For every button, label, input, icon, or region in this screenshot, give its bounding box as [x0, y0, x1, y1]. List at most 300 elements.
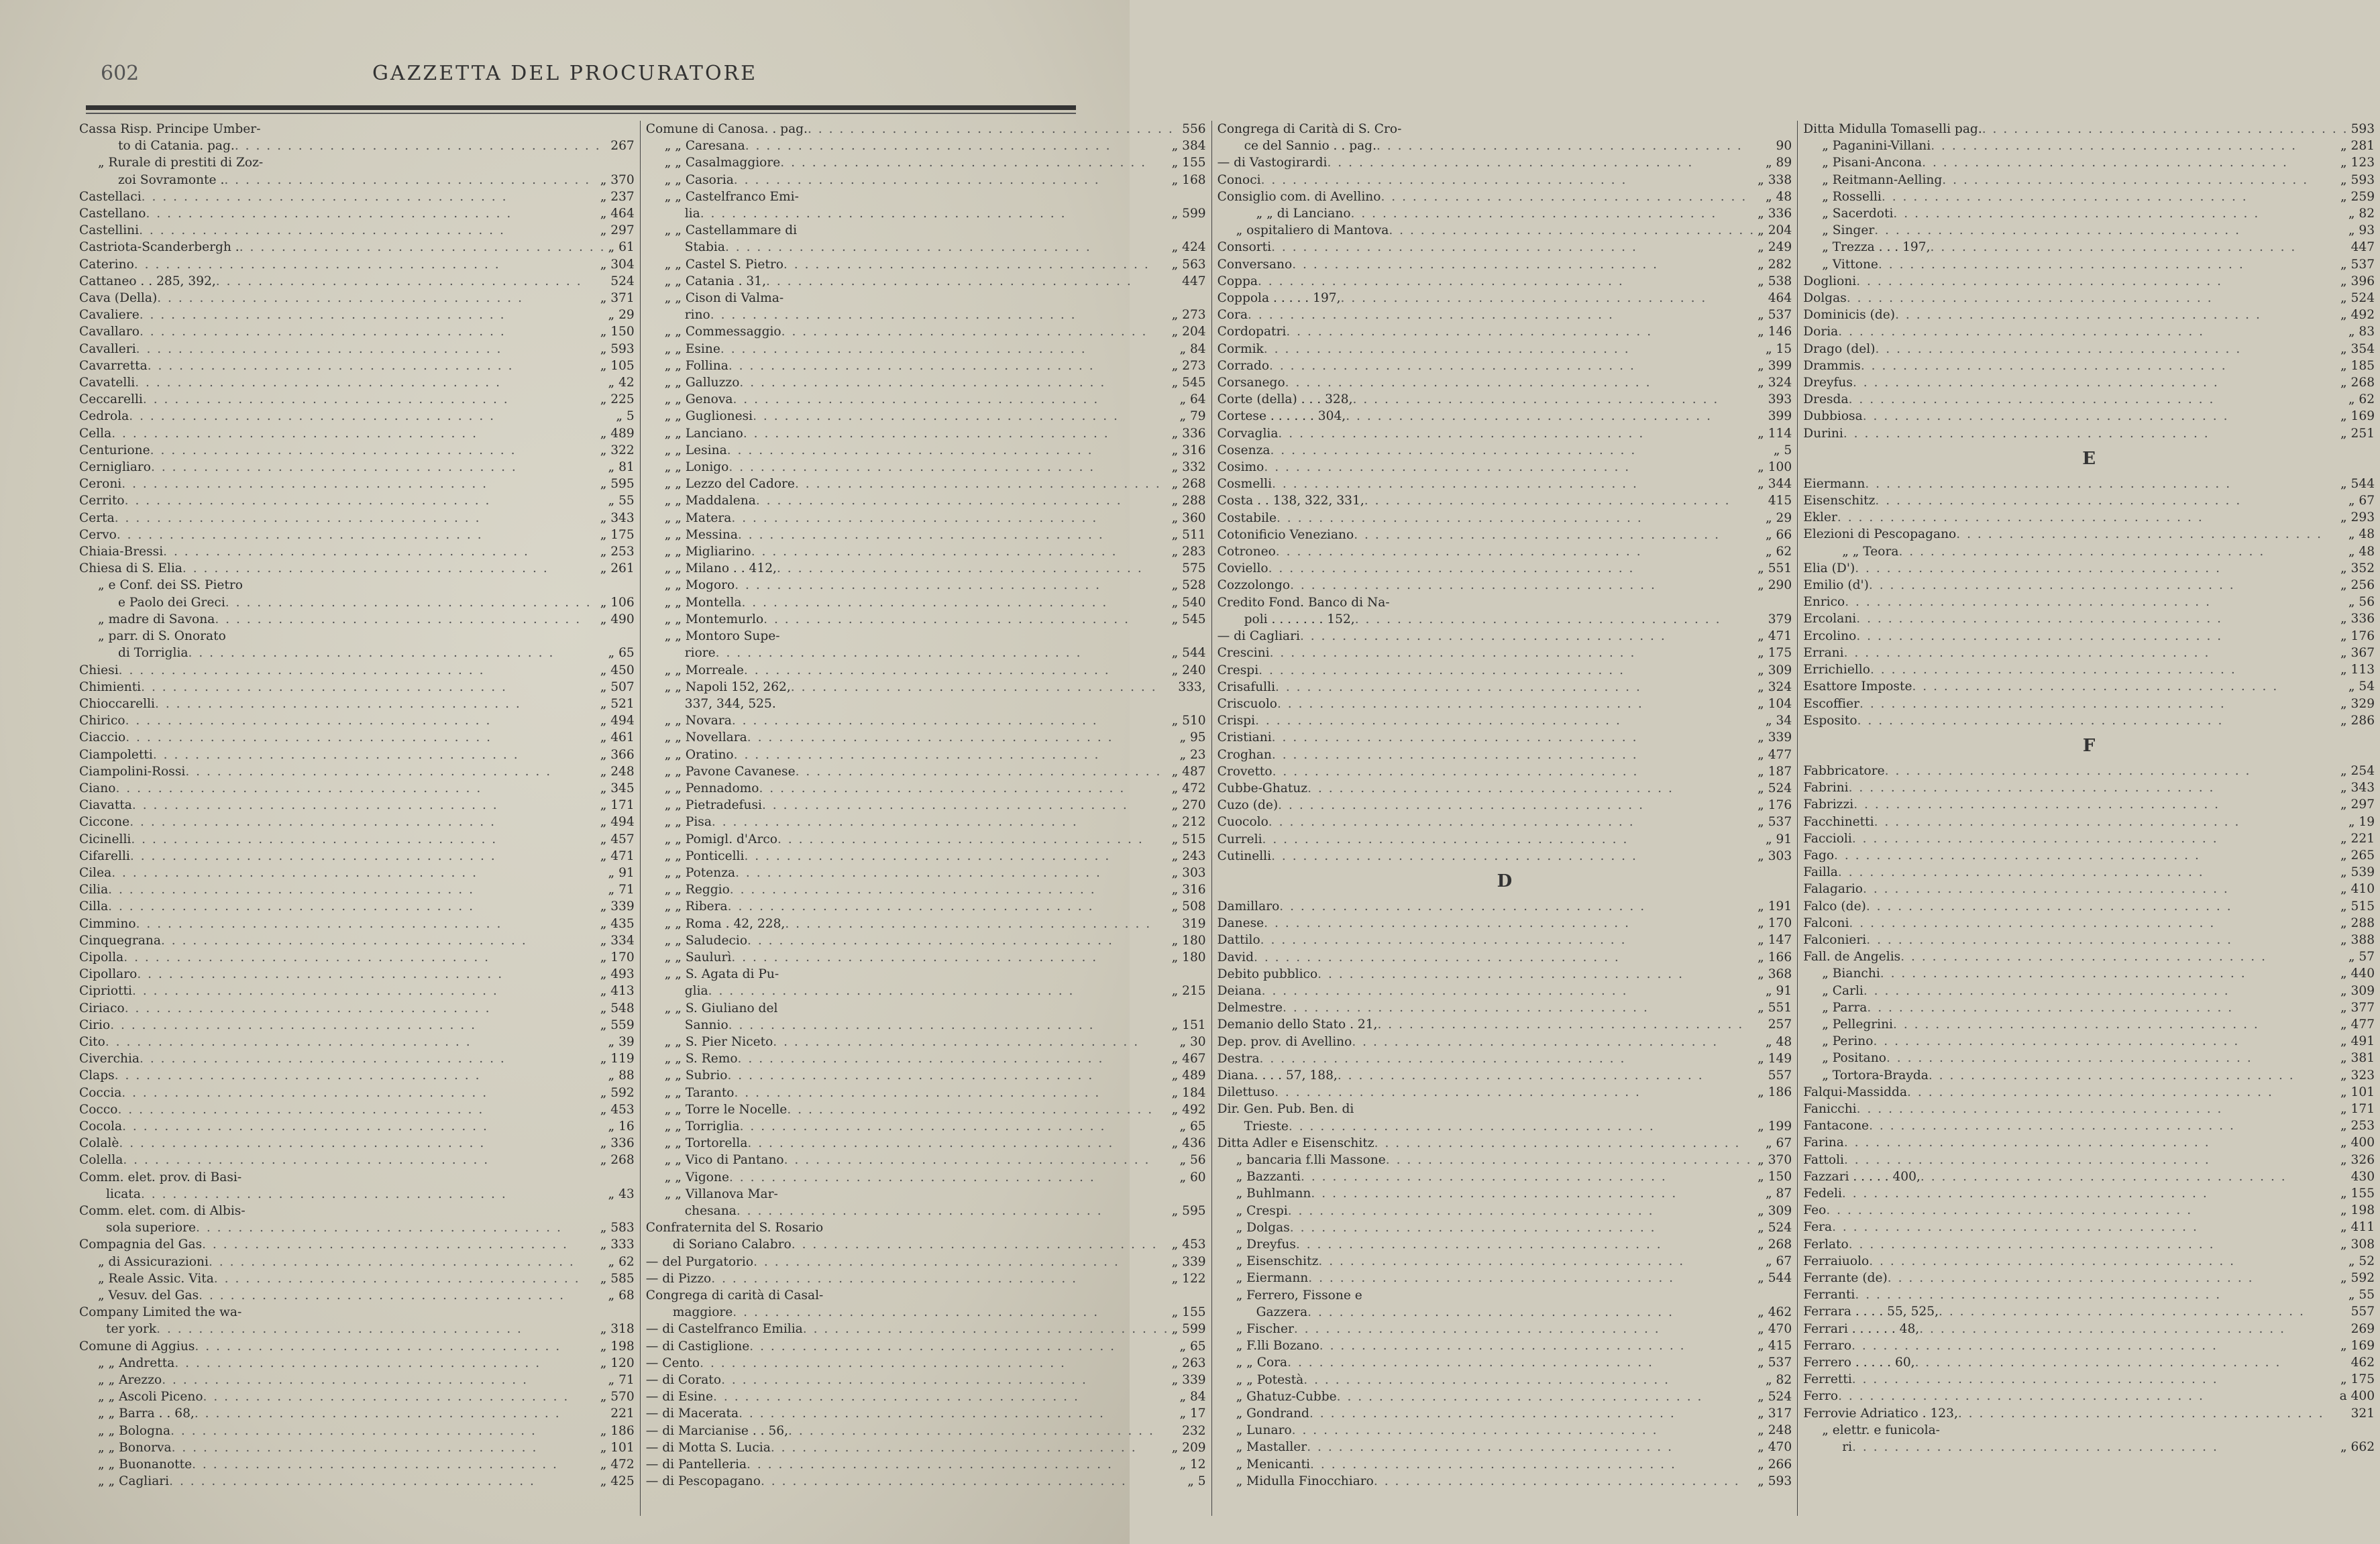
leader-dots	[1863, 881, 2338, 897]
leader-dots	[734, 747, 1177, 763]
entry-name: „ „ Cora	[1236, 1356, 1288, 1370]
leader-dots	[1939, 1303, 2348, 1320]
leader-dots	[733, 391, 1177, 408]
entry-name: riore	[684, 646, 716, 661]
index-entry	[1803, 1337, 2375, 1354]
entry-name: „ „ Saulurì	[664, 950, 732, 964]
leader-dots	[125, 729, 597, 746]
entry-pages: „ 521	[600, 696, 635, 711]
leader-dots	[747, 1135, 1169, 1152]
entry-name: „ „ S. Remo	[664, 1052, 738, 1066]
entry-pages: „ 104	[1757, 696, 1792, 711]
entry-name: David	[1217, 950, 1254, 964]
index-entry	[79, 1203, 635, 1219]
leader-dots	[117, 527, 598, 543]
index-entry	[79, 577, 635, 594]
entry-pages: „ 494	[600, 815, 635, 830]
entry-pages: „ 288	[1171, 494, 1206, 508]
leader-dots	[196, 1219, 598, 1236]
entry-pages: „ 415	[1757, 1339, 1792, 1354]
entry-name: Crisafulli	[1217, 679, 1276, 694]
entry-pages: „ 48	[1766, 189, 1792, 204]
leader-dots	[1852, 830, 2338, 847]
leader-dots	[1300, 628, 1755, 645]
entry-pages: „ 399	[1757, 358, 1792, 373]
entry-name: „ „ Ribera	[664, 899, 728, 914]
index-entry	[646, 763, 1206, 780]
entry-pages: „ 324	[1757, 679, 1792, 694]
leader-dots	[756, 492, 1169, 509]
index-entry	[1218, 780, 1792, 797]
leader-dots	[1258, 273, 1755, 290]
leader-dots	[781, 323, 1169, 340]
entry-pages: „ 65	[608, 646, 635, 661]
index-entry	[79, 1186, 635, 1203]
leader-dots	[716, 645, 1169, 661]
entry-pages: „ 453	[1171, 1237, 1206, 1252]
leader-dots	[1273, 763, 1755, 780]
entry-pages: 90	[1776, 139, 1792, 154]
entry-name: Esposito	[1803, 713, 1857, 728]
leader-dots	[1826, 1202, 2338, 1219]
entry-name: „ „ Follina	[664, 358, 728, 373]
entry-pages: „ 354	[2340, 341, 2375, 356]
entry-name: Cordopatri	[1217, 325, 1287, 339]
entry-pages: „ 270	[1171, 798, 1206, 813]
index-entry	[79, 1118, 635, 1135]
entry-name: Ciampolini-Rossi	[79, 764, 186, 779]
entry-pages: „ 286	[2340, 713, 2375, 728]
entry-name: Fera	[1803, 1220, 1833, 1235]
entry-pages: „ 56	[2348, 595, 2375, 610]
leader-dots	[700, 205, 1169, 222]
entry-name: „ Pellegrini	[1822, 1017, 1893, 1032]
leader-dots	[1292, 256, 1755, 273]
leader-dots	[1255, 712, 1763, 729]
entry-name: „ e Conf. dei SS. Pietro	[98, 578, 243, 593]
entry-pages: „ 251	[2340, 426, 2375, 441]
index-entry	[1803, 1202, 2375, 1219]
index-entry	[1218, 1135, 1792, 1152]
entry-name: „ „ Napoli 152, 262,	[664, 679, 791, 694]
leader-dots	[1853, 374, 2338, 391]
entry-pages: „ 67	[2348, 494, 2375, 508]
index-entry	[79, 1456, 635, 1473]
leader-dots	[1283, 999, 1755, 1016]
leader-dots	[136, 916, 598, 932]
entry-pages: „ 249	[1757, 240, 1792, 255]
leader-dots	[1354, 527, 1763, 543]
index-entry	[1803, 357, 2375, 374]
index-entry	[1803, 1388, 2375, 1404]
leader-dots	[1921, 1168, 2348, 1185]
leader-dots	[224, 172, 597, 188]
entry-name: Ferro	[1803, 1389, 1839, 1404]
entry-pages: „ 593	[1757, 1474, 1792, 1488]
index-entry	[646, 831, 1206, 848]
entry-name: Castriota-Scanderbergh .	[79, 240, 239, 255]
entry-name: „ „ S. Pier Niceto	[664, 1034, 773, 1049]
entry-name: Fanicchi	[1803, 1101, 1857, 1116]
leader-dots	[1278, 425, 1755, 442]
leader-dots	[188, 645, 606, 661]
entry-name: Ciampoletti	[79, 747, 153, 762]
index-entry	[1218, 1439, 1792, 1455]
index-entry	[1803, 847, 2375, 864]
leader-dots	[743, 425, 1169, 442]
leader-dots	[110, 1017, 597, 1034]
index-entry	[1803, 1168, 2375, 1185]
index-entry	[1218, 577, 1792, 594]
entry-pages: 232	[1182, 1423, 1206, 1438]
index-column-3	[1211, 121, 1798, 1516]
index-entry	[1218, 1337, 1792, 1354]
leader-dots	[1898, 543, 2345, 560]
leader-dots	[711, 1270, 1169, 1287]
index-entry	[646, 1473, 1206, 1490]
leader-dots	[1849, 391, 2346, 408]
entry-pages: „ 336	[600, 1136, 635, 1151]
entry-pages: „ 175	[1757, 646, 1792, 661]
entry-name: Fabbricatore	[1803, 763, 1885, 778]
entry-name: „ Paganini-Villani	[1822, 139, 1931, 154]
leader-dots	[1845, 594, 2346, 610]
entry-name: Cosenza	[1217, 443, 1270, 457]
index-entry	[1218, 188, 1792, 205]
leader-dots	[1856, 610, 2338, 627]
entry-name: Danese	[1217, 916, 1264, 931]
index-entry	[1803, 526, 2375, 543]
leader-dots	[1346, 408, 1766, 425]
entry-name: Farina	[1803, 1136, 1844, 1150]
entry-pages: „ 453	[600, 1102, 635, 1117]
index-entry	[1218, 154, 1792, 171]
index-entry	[646, 1034, 1206, 1050]
entry-pages: „ 62	[608, 1254, 635, 1269]
entry-name: Cilea	[79, 865, 112, 880]
leader-dots	[156, 1321, 598, 1337]
entry-name: Cattaneo . . 285, 392,	[79, 274, 216, 288]
entry-name: — del Purgatorio	[645, 1254, 754, 1269]
leader-dots	[1307, 780, 1755, 797]
entry-name: Cormik	[1217, 341, 1264, 356]
entry-pages: „ 82	[2348, 207, 2375, 221]
index-entry	[646, 1236, 1206, 1253]
entry-pages: 447	[1182, 274, 1206, 288]
index-entry	[1803, 696, 2375, 712]
leader-dots	[1857, 712, 2338, 729]
index-entry	[1218, 1473, 1792, 1490]
entry-pages: „ 507	[600, 679, 635, 694]
index-entry	[646, 1085, 1206, 1101]
index-entry	[646, 1287, 1206, 1304]
leader-dots	[1275, 679, 1755, 696]
leader-dots	[780, 154, 1169, 171]
index-entry	[1803, 290, 2375, 307]
entry-pages: „ 551	[1757, 1001, 1792, 1015]
entry-name: „ „ Novellara	[664, 730, 747, 745]
index-entry	[79, 408, 635, 425]
index-entry	[79, 341, 635, 357]
entry-pages: „ 283	[1171, 545, 1206, 559]
entry-name: Facchinetti	[1803, 814, 1874, 829]
entry-pages: „ 29	[1766, 510, 1792, 525]
leader-dots	[1319, 1337, 1755, 1354]
entry-name: Destra	[1217, 1051, 1260, 1066]
entry-name: ri	[1842, 1440, 1853, 1455]
index-entry	[646, 1405, 1206, 1422]
index-entry	[79, 121, 635, 137]
index-entry	[1218, 273, 1792, 290]
leader-dots	[1843, 425, 2338, 442]
leader-dots	[1272, 747, 1755, 763]
entry-pages: „ 263	[1171, 1356, 1206, 1370]
leader-dots	[753, 1254, 1169, 1270]
entry-pages: „ 248	[600, 764, 635, 779]
index-entry	[646, 374, 1206, 391]
entry-pages: „ 176	[2340, 628, 2375, 643]
leader-dots	[1268, 814, 1755, 830]
index-entry	[1218, 797, 1792, 814]
index-entry	[79, 814, 635, 830]
entry-pages: „ 297	[2340, 797, 2375, 812]
entry-pages: „ 91	[1766, 983, 1792, 998]
index-entry	[646, 1000, 1206, 1017]
entry-pages: „ 489	[1171, 1068, 1206, 1083]
entry-name: „ „ Caresana	[664, 139, 745, 154]
entry-pages: „ 538	[1757, 274, 1792, 288]
entry-pages: „ 457	[600, 832, 635, 846]
leader-dots	[700, 1355, 1169, 1372]
index-entry	[1218, 1354, 1792, 1371]
leader-dots	[115, 1067, 606, 1084]
entry-pages: „ 288	[2340, 916, 2375, 930]
entry-name: „ Pisani-Ancona	[1822, 156, 1923, 170]
leader-dots	[1869, 1253, 2346, 1270]
entry-name: Falconi	[1803, 916, 1849, 930]
entry-pages: „ 198	[600, 1339, 635, 1354]
entry-pages: „ 237	[600, 189, 635, 204]
index-entry	[646, 1050, 1206, 1067]
leader-dots	[733, 1304, 1169, 1321]
entry-name: glia	[684, 984, 708, 999]
entry-pages: „ 317	[1757, 1407, 1792, 1421]
leader-dots	[737, 1203, 1169, 1219]
entry-name: Cosimo	[1217, 460, 1264, 475]
entry-pages: „ 114	[1757, 426, 1792, 441]
entry-name: Ditta Midulla Tomaselli pag.	[1803, 122, 1982, 136]
entry-pages: 556	[1182, 122, 1206, 136]
entry-name: Cerrito	[79, 494, 125, 508]
leader-dots	[1863, 408, 2338, 425]
entry-pages: „ 204	[1757, 223, 1792, 238]
index-entry	[1218, 357, 1792, 374]
entry-name: „ „ Lezzo del Cadore	[664, 477, 795, 492]
entry-name: „ Buhlmann	[1236, 1187, 1311, 1201]
entry-name: Criscuolo	[1217, 696, 1277, 711]
entry-name: Corrado	[1217, 358, 1270, 373]
index-entry	[1803, 205, 2375, 222]
leader-dots	[762, 797, 1169, 814]
entry-pages: „ 290	[1757, 578, 1792, 593]
entry-name: „ Eiermann	[1236, 1271, 1309, 1286]
entry-name: Cito	[79, 1034, 105, 1049]
leader-dots	[170, 1423, 598, 1439]
index-entry	[1218, 848, 1792, 865]
index-entry	[1803, 610, 2375, 627]
entry-pages: 221	[610, 1407, 635, 1421]
entry-name: — di Corato	[645, 1373, 722, 1388]
leader-dots	[1275, 1084, 1755, 1101]
entry-pages: „ 175	[2340, 1372, 2375, 1387]
entry-pages: „ 184	[1171, 1085, 1206, 1100]
index-entry	[79, 290, 635, 307]
entry-name: „ „ Pavone Cavanese	[664, 764, 796, 779]
leader-dots	[140, 307, 606, 323]
entry-pages: „ 42	[608, 376, 635, 390]
entry-pages: „ 461	[600, 730, 635, 745]
entry-pages: „ 370	[600, 172, 635, 187]
index-entry	[646, 510, 1206, 527]
entry-pages: „ 101	[600, 1440, 635, 1455]
leader-dots	[136, 341, 598, 357]
header-rule-thin	[86, 113, 1076, 114]
index-entry	[1218, 1219, 1792, 1236]
entry-pages: „ 15	[1766, 341, 1792, 356]
index-entry	[646, 425, 1206, 442]
entry-pages: „ 336	[1171, 426, 1206, 441]
leader-dots	[1874, 814, 2346, 830]
leader-dots	[1857, 1101, 2338, 1117]
entry-name: Coppa	[1217, 274, 1258, 288]
index-entry	[1803, 273, 2375, 290]
index-entry	[1218, 323, 1792, 340]
index-entry	[1803, 1321, 2375, 1337]
entry-pages: „ 537	[1757, 1356, 1792, 1370]
entry-name: di Torriglia	[118, 646, 188, 661]
index-entry	[1218, 949, 1792, 966]
section-letter: E	[2082, 448, 2096, 469]
leader-dots	[1341, 290, 1766, 307]
entry-name: Corte (della) . . . 328,	[1217, 392, 1353, 407]
index-entry	[79, 1338, 635, 1355]
index-entry	[79, 222, 635, 239]
entry-pages: „ 487	[1171, 764, 1206, 779]
entry-name: Dominicis (de)	[1803, 308, 1896, 323]
leader-dots	[1286, 323, 1755, 340]
leader-dots	[140, 1050, 598, 1067]
entry-pages: „ 322	[600, 443, 635, 457]
entry-name: Doglioni	[1803, 274, 1857, 288]
leader-dots	[1907, 1084, 2338, 1101]
entry-name: Crespi	[1217, 663, 1259, 677]
index-entry	[646, 1017, 1206, 1034]
entry-pages: 462	[2350, 1356, 2375, 1370]
entry-pages: 257	[1768, 1017, 1792, 1032]
entry-pages: „ 281	[2340, 139, 2375, 154]
index-entry	[646, 966, 1206, 983]
index-entry	[1803, 172, 2375, 188]
entry-pages: „ 477	[2340, 1017, 2375, 1032]
entry-pages: „ 240	[1171, 663, 1206, 677]
entry-name: Cifarelli	[79, 848, 130, 863]
index-entry	[79, 949, 635, 966]
index-entry	[646, 662, 1206, 679]
leader-dots	[1888, 1270, 2338, 1286]
index-columns	[74, 121, 2375, 1516]
entry-name: Ditta Adler e Eisenschitz	[1217, 1136, 1374, 1150]
entry-pages: „ 492	[1171, 1102, 1206, 1117]
leader-dots	[153, 747, 598, 763]
entry-name: „ „ Ponticelli	[664, 848, 745, 863]
entry-pages: „ 333	[600, 1237, 635, 1252]
entry-pages: „ 120	[600, 1356, 635, 1370]
index-entry	[646, 527, 1206, 543]
entry-name: „ Parra	[1822, 1000, 1868, 1015]
entry-name: Falconieri	[1803, 932, 1867, 947]
entry-name: „ „ Commessaggio	[664, 325, 781, 339]
leader-dots	[766, 273, 1179, 290]
entry-name: „ Positano	[1822, 1051, 1886, 1066]
entry-name: zoi Sovramonte .	[118, 172, 225, 187]
index-entry	[1218, 932, 1792, 948]
leader-dots	[1852, 1439, 2338, 1455]
index-entry	[646, 307, 1206, 323]
leader-dots	[1287, 1354, 1755, 1371]
entry-name: Fedeli	[1803, 1186, 1842, 1201]
entry-name: e Paolo dei Greci	[118, 595, 225, 610]
entry-name: Cirio	[79, 1017, 111, 1032]
index-entry	[1803, 476, 2375, 492]
index-entry	[646, 1304, 1206, 1321]
entry-name: Coccia	[79, 1085, 122, 1100]
leader-dots	[151, 459, 606, 476]
index-entry	[1803, 661, 2375, 678]
entry-pages: „ 39	[608, 1034, 635, 1049]
entry-pages: „ 16	[608, 1119, 635, 1134]
entry-pages: „ 339	[1171, 1373, 1206, 1388]
index-entry	[1803, 137, 2375, 154]
entry-pages: „ 334	[600, 933, 635, 948]
entry-name: Cavalleri	[79, 341, 136, 356]
index-entry	[646, 1321, 1206, 1337]
leader-dots	[1271, 848, 1755, 865]
entry-pages: „ 471	[600, 848, 635, 863]
index-entry	[1218, 1388, 1792, 1405]
index-entry	[1803, 1354, 2375, 1371]
index-entry	[646, 205, 1206, 222]
index-entry	[646, 560, 1206, 577]
entry-name: „ Perino	[1822, 1034, 1874, 1049]
index-entry	[1218, 1270, 1792, 1286]
entry-pages: „ 113	[2340, 663, 2375, 677]
index-entry	[1803, 932, 2375, 948]
entry-name: chesana	[684, 1204, 737, 1218]
entry-name: „ „ S. Giuliano del	[664, 1001, 778, 1015]
leader-dots	[1853, 796, 2338, 813]
entry-name: Comune di Canosa. . pag.	[645, 122, 808, 136]
leader-dots	[1272, 476, 1755, 492]
leader-dots	[745, 137, 1169, 154]
index-entry	[1803, 425, 2375, 442]
entry-name: „ Dolgas	[1236, 1220, 1290, 1235]
entry-name: „ Ferrero, Fissone e	[1236, 1288, 1362, 1303]
leader-dots	[1261, 172, 1755, 188]
leader-dots	[137, 966, 597, 983]
entry-pages: „ 254	[2340, 763, 2375, 778]
index-entry	[1803, 188, 2375, 205]
leader-dots	[1838, 1388, 2336, 1404]
